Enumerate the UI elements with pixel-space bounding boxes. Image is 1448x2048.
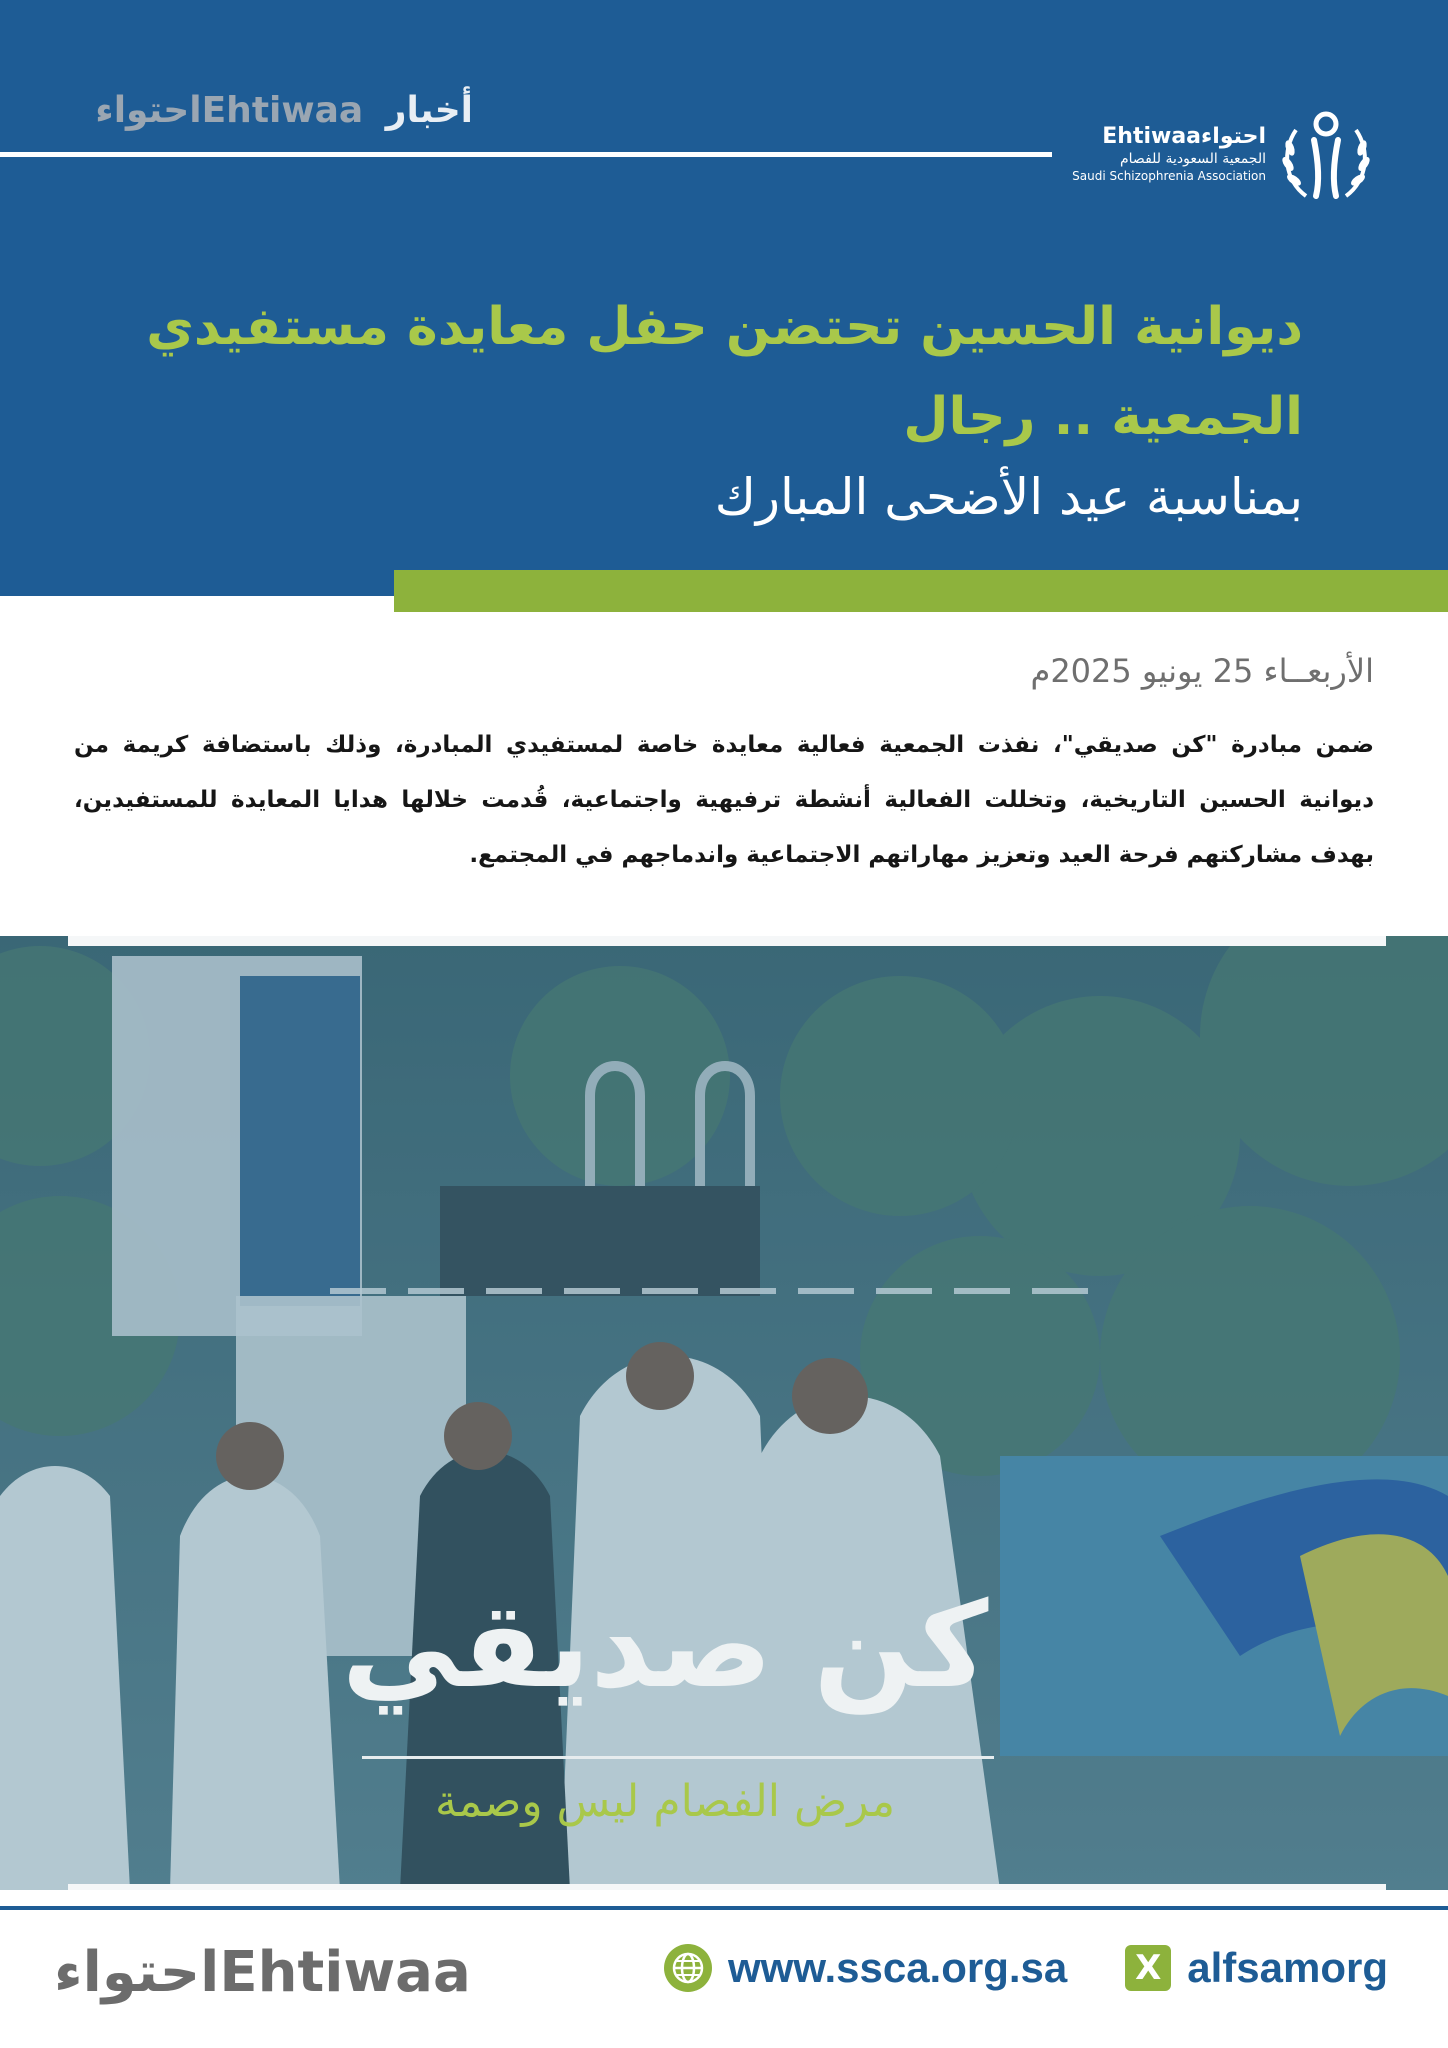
headline: ديوانية الحسين تحتضن حفل معايدة مستفيدي الجمعية .. رجال [146,297,1303,447]
footer-divider [0,1906,1448,1910]
footer-links [664,1944,1388,1992]
accent-bar [394,570,1448,612]
section-tag [95,90,473,131]
globe-icon [664,1944,712,1992]
subheadline: بمناسبة عيد الأضحى المبارك [714,468,1303,526]
article-body: ضمن مبادرة "كن صديقي"، نفذت الجمعية فعالية معايدة خاصة لمستفيدي المبادرة، وذلك باستضافة كريمة من ديوانية الحسين التاريخية، وتخللت الفعالية أنشطة ترفيهية واجتماعية، قُدمت خلالها هدايا المعايدة للمستفيدين، بهدف مشاركتهم فرحة العيد وتعزيز مهاراتهم الاجتماعية واندماجهم في المجتمع. [74,732,1374,868]
article-date: الأربعــاء 25 يونيو 2025م [1030,652,1374,690]
x-logo-icon: X [1125,1945,1171,1991]
photo-frame-top [68,936,1386,946]
event-photo-illustration [0,936,1448,1890]
logo-title: Ehtiwaaاحتواء [1102,124,1266,149]
campaign-tagline: مرض الفصام ليس وصمة [434,1776,896,1827]
website-link[interactable]: www.ssca.org.sa [728,1944,1068,1991]
logo-english-name: Saudi Schizophrenia Association [1072,169,1266,183]
event-photo [0,936,1448,1890]
logo-arabic-name: الجمعية السعودية للفصام [1120,151,1266,167]
section-label: أخبار [385,90,473,131]
photo-frame-bottom [68,1884,1386,1890]
slogan-divider [362,1756,994,1759]
footer-brand-wordmark: Ehtiwaaاحتواء [54,1940,471,2005]
social-handle-link[interactable]: alfsamorg [1187,1944,1388,1991]
campaign-slogan: كن صديقي [341,1576,989,1714]
brand-wordmark: Ehtiwaaاحتواء [95,90,364,131]
header-divider [0,152,1052,157]
wreath-emblem-icon [1274,100,1378,210]
association-logo [1072,100,1378,210]
